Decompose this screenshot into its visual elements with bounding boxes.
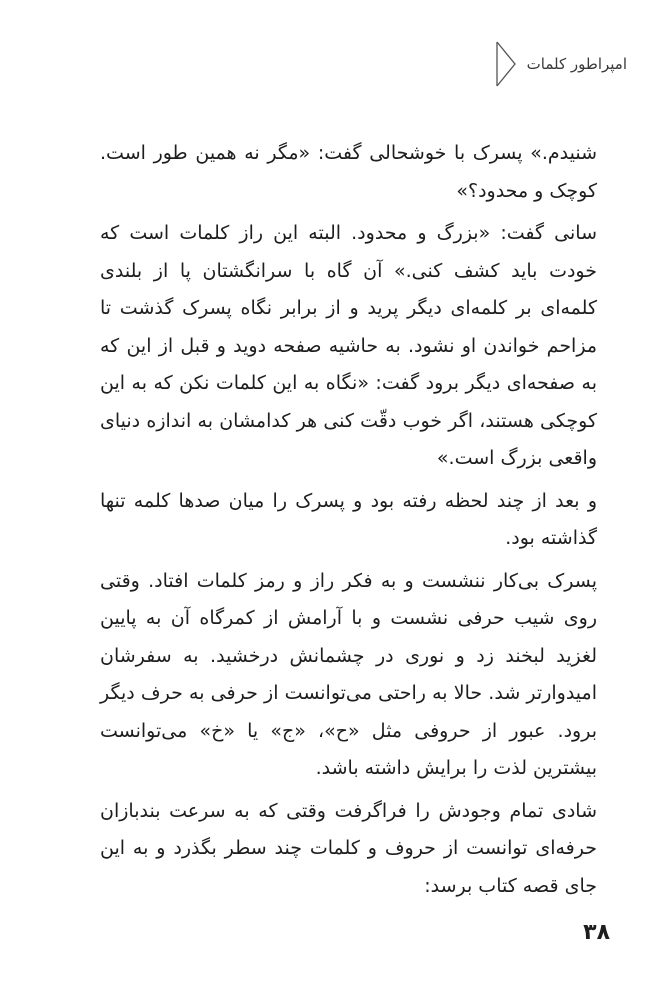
- page-number: ۳۸: [583, 920, 610, 945]
- running-head: [495, 40, 645, 88]
- paragraph: شادی تمام وجودش را فراگرفت وقتی که به سرعت بندبازان حرفه‌ای توانست از حروف و کلمات چند سطر بگذرد و به این جای قصه کتاب برسد:: [100, 799, 597, 897]
- paragraph: و بعد از چند لحظه رفته بود و پسرک را میان صدها کلمه تنها گذاشته بود.: [100, 489, 597, 549]
- book-title: امپراطور کلمات: [526, 55, 627, 73]
- chevron-bookmark-icon: [495, 40, 517, 88]
- body-text: [100, 135, 597, 910]
- paragraph: پسرک بی‌کار ننشست و به فکر راز و رمز کلمات افتاد. وقتی روی شیب حرفی نشست و با آرامش از کمرگاه آن به پایین لغزید لبخند زد و نوری در چشمانش درخشید. به سفرشان امیدوارتر شد. حالا به راحتی می‌توانست از حرفی به حرف دیگر برود. عبور از حروفی مثل «ح»، «ج» یا «خ» می‌توانست بیشترین لذت را برایش داشته باشد.: [100, 569, 597, 779]
- paragraph: شنیدم.» پسرک با خوشحالی گفت: «مگر نه همین طور است. کوچک و محدود؟»: [100, 142, 597, 202]
- paragraph: سانی گفت: «بزرگ و محدود. البته این راز کلمات است که خودت باید کشف کنی.» آن گاه با سرانگشتان پا از بلندی کلمه‌ای بر کلمه‌ای دیگر پرید و از برابر نگاه پسرک گذشت تا مزاحم خواندن او نشود. به حاشیه صفحه دوید و قبل از این که به صفحه‌ای دیگر برود گفت: «نگاه به این کلمات نکن که به این کوچکی هستند، اگر خوب دقّت کنی هر کدامشان به اندازه دنیای واقعی بزرگ است.»: [100, 222, 597, 469]
